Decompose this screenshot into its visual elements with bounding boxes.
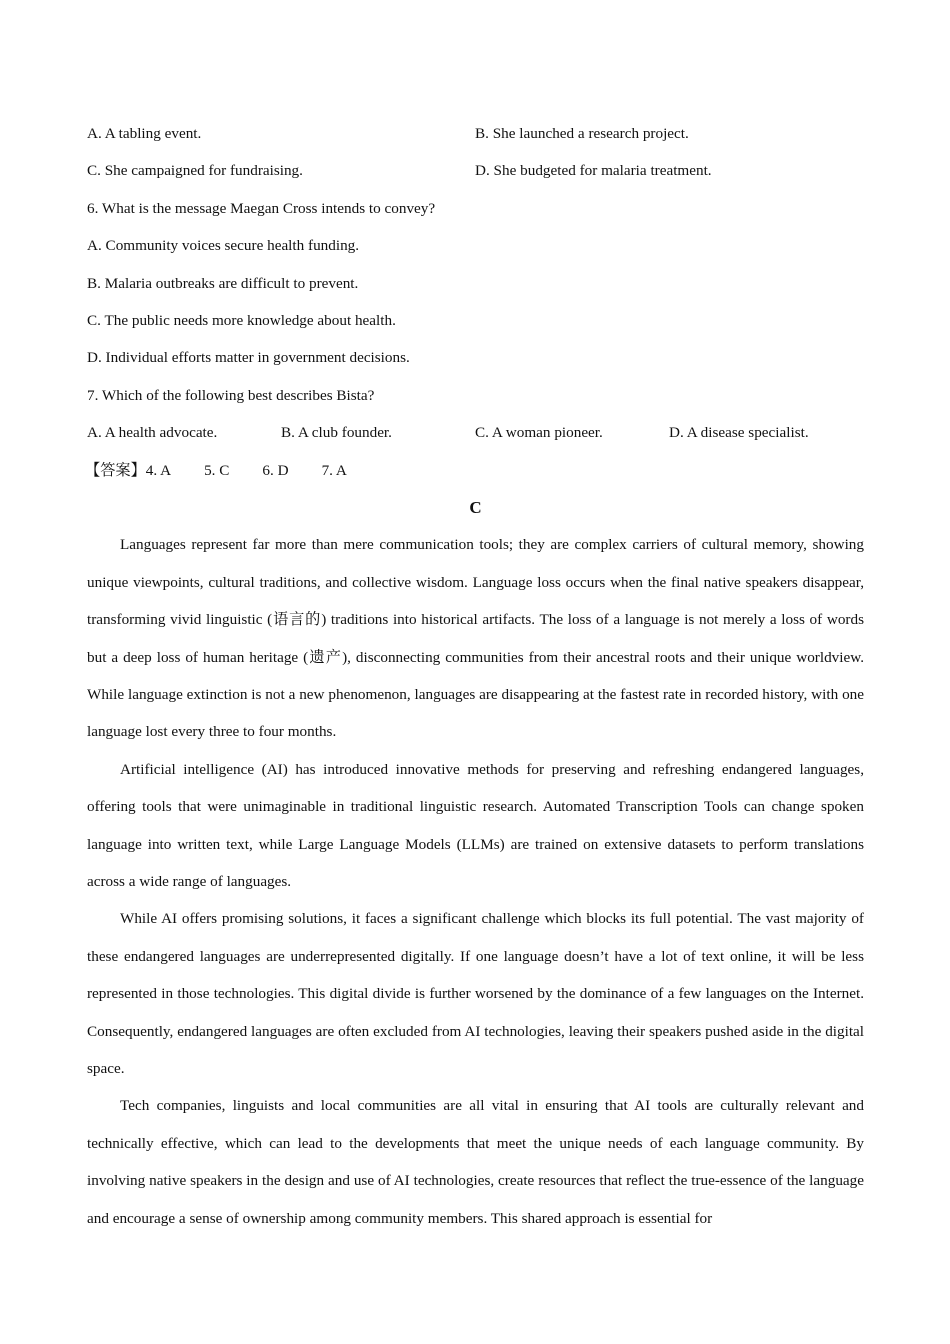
option-6a: A. Community voices secure health funding. [87, 237, 360, 255]
option-6d: D. Individual efforts matter in government decisions. [87, 349, 410, 367]
question5-options-row-2 [87, 158, 864, 195]
question5-options-row-1 [87, 121, 864, 158]
document-page [87, 121, 864, 1243]
answer-6: 6. D [262, 461, 289, 479]
option-5b: B. She launched a research project. [475, 125, 689, 142]
option-5a: A. A tabling event. [87, 125, 202, 142]
option-6b: B. Malaria outbreaks are difficult to prevent. [87, 274, 359, 292]
passage-paragraph-3: While AI offers promising solutions, it faces a significant challenge which blocks its full potential. The vast majority of these endangered languages are underrepresented digitally. If one language doesn’t have a lot of text online, it will be less represented in those technologies. This digital divide is further worsened by the dominance of a few languages on the Internet. Consequently, endangered languages are often excluded from AI technologies, leaving their speakers pushed aside in the digital space. [87, 910, 864, 1077]
option-6c: C. The public needs more knowledge about health. [87, 311, 396, 329]
option-7b: B. A club founder. [281, 424, 392, 442]
answer-4: 4. A [145, 461, 172, 479]
passage-paragraph-4: Tech companies, linguists and local communities are all vital in ensuring that AI tools are culturally relevant and technically effective, which can lead to the developments that meet the unique needs of each language community. By involving native speakers in the design and use of AI technologies, create resources that reflect the true-essence of the language and encourage a sense of ownership among community members. This shared approach is essential for [87, 1097, 864, 1227]
option-7d: D. A disease specialist. [669, 424, 809, 442]
passage-body [87, 526, 864, 1237]
option-5d: D. She budgeted for malaria treatment. [475, 162, 712, 180]
question7-options-row [87, 420, 864, 457]
answer-key-label: 【答案】 [85, 461, 146, 479]
option-7c: C. A woman pioneer. [475, 424, 603, 442]
answer-key [87, 458, 864, 495]
option-7a: A. A health advocate. [87, 424, 218, 442]
passage-title: C [469, 497, 482, 517]
answer-5: 5. C [204, 461, 230, 479]
question7-stem: 7. Which of the following best describes Bista? [87, 386, 375, 404]
passage-paragraph-2: Artificial intelligence (AI) has introduced innovative methods for preserving and refreshing endangered languages, offering tools that were unimaginable in traditional linguistic research. Automated Transcription Tools can change spoken language into written text, while Large Language Models (LLMs) are trained on extensive datasets to perform translations across a wide range of languages. [87, 760, 864, 890]
option-5c: C. She campaigned for fundraising. [87, 162, 303, 180]
passage-paragraph-1: Languages represent far more than mere communication tools; they are complex carriers of cultural memory, showing unique viewpoints, cultural traditions, and collective wisdom. Language loss occurs when the final native speakers disappear, transforming vivid linguistic (语言的) traditions into historical artifacts. The loss of a language is not merely a loss of words but a deep loss of human heritage (遗产), disconnecting communities from their ancestral roots and their unique worldview. While language extinction is not a new phenomenon, languages are disappearing at the fastest rate in recorded history, with one language lost every three to four months. [87, 536, 864, 741]
question6-stem: 6. What is the message Maegan Cross intends to convey? [87, 199, 436, 217]
answer-7: 7. A [321, 461, 347, 479]
